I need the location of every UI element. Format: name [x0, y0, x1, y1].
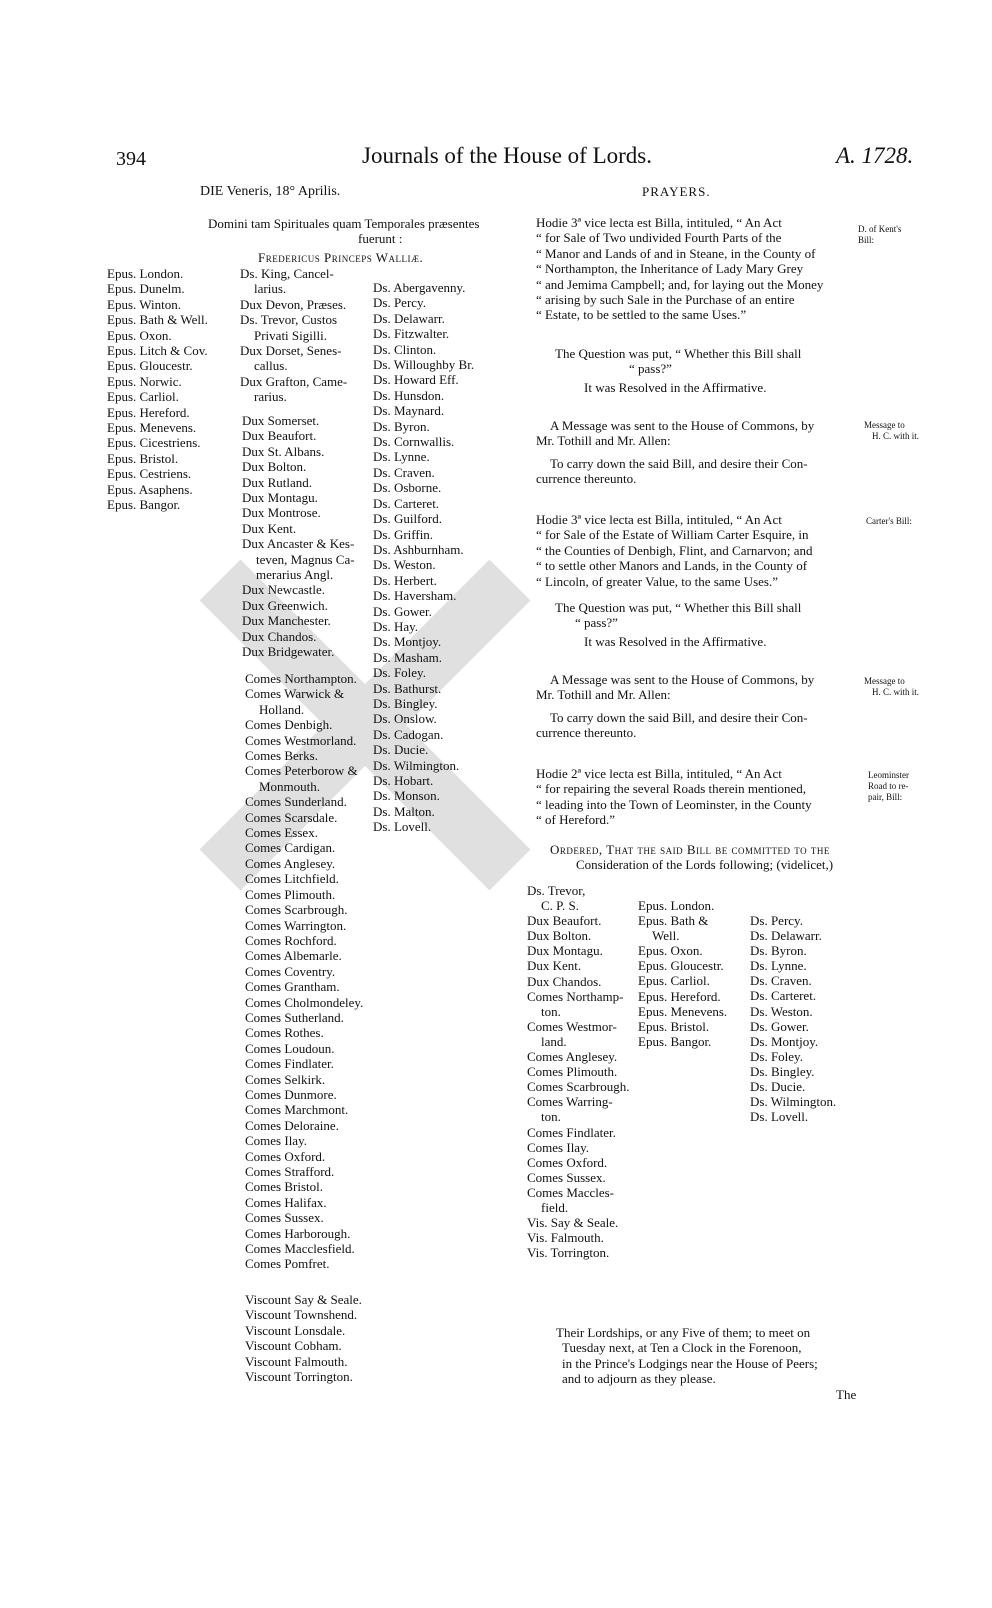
list-item: Epus. Cestriens. [107, 466, 192, 482]
list-item: Comes Scarbrough. [245, 902, 348, 918]
list-item: Comes Oxford. [245, 1148, 326, 1164]
list-item: Dux Bridgewater. [242, 644, 335, 660]
committee-col-1: Ds. Trevor, C. P. S. Dux Beaufort. Dux Bolton. Dux Montagu. Dux Kent. Dux Chandos. Comes Northamp- ton. Comes Westmor- land. Comes Anglesey. Comes Plimouth. Comes Scarbrough. Comes Warring- ton. Comes Findlater. Comes Ilay. Comes Oxford. Comes Sussex. Comes Maccles- field. Vis. Say & Seale. Vis. Falmouth. Vis. Torrington. [527, 883, 630, 1261]
bill-reading-carter: Hodie 3ª vice lecta est Billa, intituled, “ An Act “ for Sale of the Estate of William Carter Esquire, in “ the Counties of Denbigh, Flint, and Carnarvon; and “ to settle other Manors and Lands, in the County of “ Lincoln, of greater Value, to the same Uses.” [536, 512, 813, 589]
list-item: Dux Greenwich. [242, 597, 328, 613]
list-item: Epus. Menevens. [107, 420, 197, 436]
list-item: Comes Northampton. [245, 671, 357, 686]
page-year: A. 1728. [836, 143, 914, 168]
list-item: Ds. Onslow. [373, 711, 437, 727]
list-item: Dux Ancaster & Kes- [242, 536, 355, 552]
date-line: DIE Veneris, 18° Aprilis. [200, 184, 341, 199]
list-item: Privati Sigilli. [254, 327, 327, 343]
resolved-2: It was Resolved in the Affirmative. [584, 634, 767, 649]
resolved-1: It was Resolved in the Affirmative. [584, 380, 767, 395]
closing-paragraph: Their Lordships, or any Five of them; to meet on Tuesday next, at Ten a Clock in the Forenoon, in the Prince's Lodgings near the House of Peers; and to adjourn as they please. [556, 1325, 818, 1387]
list-item: Comes Scarsdale. [245, 809, 338, 825]
list-item: Comes Cholmondeley. [245, 994, 364, 1010]
list-item: Comes Warrington. [245, 917, 347, 933]
list-item: Ds. Weston. [373, 557, 436, 573]
list-item: Viscount Lonsdale. [245, 1322, 346, 1338]
list-item: Ds. Monson. [373, 788, 440, 804]
list-item: Comes Coventry. [245, 963, 336, 979]
list-item: Ds. Griffin. [373, 526, 434, 542]
list-item: Dux Kent. [242, 520, 297, 536]
list-item: Comes Halifax. [245, 1194, 327, 1210]
list-item: Ds. Carteret. [373, 495, 440, 511]
list-item: Comes Macclesfield. [245, 1241, 355, 1257]
list-item: Comes Grantham. [245, 979, 340, 995]
message-2: A Message was sent to the House of Commons, by Mr. Tothill and Mr. Allen: [536, 672, 815, 703]
list-item: Ds. Foley. [373, 665, 426, 681]
list-item: Comes Essex. [245, 825, 318, 841]
list-item: Comes Findlater. [245, 1056, 334, 1072]
list-item: Viscount Say & Seale. [245, 1292, 362, 1307]
message-1: A Message was sent to the House of Commons, by Mr. Tothill and Mr. Allen: [536, 418, 815, 449]
list-item: Comes Dunmore. [245, 1086, 337, 1102]
list-item: Ds. Guilford. [373, 511, 442, 527]
question-2: The Question was put, “ Whether this Bill shall “ pass?” [555, 600, 802, 631]
list-item: Comes Peterborow & [245, 763, 358, 779]
list-item: Holland. [259, 701, 305, 717]
list-item: Comes Sussex. [245, 1210, 324, 1226]
list-item: Ds. Wilmington. [373, 757, 460, 773]
list-item: Comes Deloraine. [245, 1117, 339, 1133]
list-item: Dux St. Albans. [242, 443, 325, 459]
dukes-list [242, 413, 355, 660]
margin-note-carter-bill: Carter's Bill: [866, 516, 912, 526]
list-item: Comes Harborough. [245, 1225, 351, 1241]
list-item: Epus. Litch & Cov. [107, 343, 208, 359]
domini-line-2: fuerunt : [358, 231, 403, 246]
list-item: Comes Bristol. [245, 1179, 324, 1195]
bill-reading-kent: Hodie 3ª vice lecta est Billa, intituled, “ An Act “ for Sale of Two undivided Fourth Parts of the “ Manor and Lands of and in Steane, in the County of “ Northampton, the Inheritance of Lady Mary Grey “ and Jemima Campbell; and, for laying out the Money “ arising by such Sale in the Purchase of an entire “ Estate, to be settled to the same Uses.” [536, 215, 824, 323]
list-item: Dux Somerset. [242, 413, 320, 428]
list-item: Comes Sutherland. [245, 1009, 344, 1025]
list-item: Viscount Torrington. [245, 1369, 353, 1385]
list-item: Monmouth. [259, 778, 321, 794]
list-item: Ds. Clinton. [373, 341, 437, 357]
list-item: Comes Sunderland. [245, 794, 347, 810]
list-item: Dux Rutland. [242, 474, 313, 490]
list-item: Epus. Winton. [107, 296, 181, 312]
carry-down-2: To carry down the said Bill, and desire their Con- currence thereunto. [536, 710, 808, 741]
list-item: Ds. Herbert. [373, 572, 437, 588]
list-item: Dux Newcastle. [242, 582, 326, 598]
list-item: Epus. Hereford. [107, 404, 190, 420]
question-1: The Question was put, “ Whether this Bill shall “ pass?” [555, 346, 802, 377]
margin-note-kent-bill: D. of Kent's Bill: [858, 224, 902, 245]
list-item: Ds. Hunsdon. [373, 387, 445, 403]
list-item: Comes Rothes. [245, 1025, 324, 1041]
list-item: Ds. Bathurst. [373, 680, 442, 696]
margin-note-message-1: Message to H. C. with it. [864, 420, 920, 441]
list-item: Ds. Maynard. [373, 403, 445, 419]
list-item: Dux Montagu. [242, 490, 318, 506]
list-item: Ds. Hobart. [373, 773, 434, 788]
earls-list [245, 671, 363, 1272]
list-item: Dux Bolton. [242, 459, 307, 475]
bishops-list [107, 266, 208, 513]
list-item: Ds. Delawarr. [373, 310, 445, 326]
list-item: Ds. Abergavenny. [373, 280, 466, 295]
margin-note-leominster-bill: Leominster Road to re- pair, Bill: [868, 770, 909, 802]
committee-col-2: Epus. London. Epus. Bath & Well. Epus. Oxon. Epus. Gloucestr. Epus. Carliol. Epus. Hereford. Epus. Menevens. Epus. Bristol. Epus. Bangor. [638, 898, 728, 1049]
list-item: Comes Cardigan. [245, 840, 336, 856]
list-item: Epus. Oxon. [107, 327, 172, 343]
list-item: Comes Strafford. [245, 1164, 335, 1179]
list-item: rarius. [254, 389, 287, 405]
prince-line: Fredericus Princeps Walliæ. [258, 250, 424, 265]
list-item: Epus. Bath & Well. [107, 312, 208, 328]
prayers-heading: PRAYERS. [642, 184, 711, 199]
catchword: The [836, 1387, 857, 1402]
list-item: Epus. Cicestriens. [107, 435, 201, 451]
bill-reading-leominster: Hodie 2ª vice lecta est Billa, intituled, “ An Act “ for repairing the several Roads therein mentioned, “ leading into the Town of Leominster, in the County “ of Hereford.” [536, 766, 812, 828]
carry-down-1: To carry down the said Bill, and desire their Con- currence thereunto. [536, 456, 808, 487]
list-item: Epus. Norwic. [107, 373, 182, 389]
list-item: Comes Rochford. [245, 932, 337, 948]
list-item: Epus. Dunelm. [107, 281, 185, 297]
list-item: Ds. Hay. [373, 618, 419, 634]
list-item: Comes Warwick & [245, 686, 345, 702]
list-item: Dux Devon, Præses. [240, 296, 347, 312]
list-item: Comes Berks. [245, 748, 318, 764]
list-item: Ds. Ducie. [373, 742, 429, 758]
list-item: Epus. London. [107, 266, 184, 281]
list-item: Ds. Trevor, Custos [240, 312, 338, 328]
list-item: Viscount Townshend. [245, 1307, 358, 1323]
list-item: Ds. King, Cancel- [240, 266, 334, 281]
list-item: Dux Chandos. [242, 628, 317, 644]
list-item: Epus. Gloucestr. [107, 358, 193, 374]
list-item: Ds. Howard Eff. [373, 372, 459, 388]
list-item: Comes Loudoun. [245, 1040, 335, 1056]
list-item: Comes Selkirk. [245, 1071, 326, 1087]
list-item: Dux Beaufort. [242, 428, 317, 444]
list-item: Epus. Bangor. [107, 497, 181, 513]
list-item: Dux Dorset, Senes- [240, 343, 342, 359]
page-number: 394 [116, 148, 146, 170]
list-item: Ds. Haversham. [373, 588, 457, 604]
list-item: Comes Albemarle. [245, 948, 342, 964]
list-item: Dux Manchester. [242, 613, 331, 629]
list-item: Ds. Montjoy. [373, 634, 442, 650]
list-item: Ds. Ashburnham. [373, 541, 464, 557]
list-item: Ds. Fitzwalter. [373, 326, 450, 342]
officers-list [240, 266, 347, 405]
domini-line-1: Domini tam Spirituales quam Temporales præsentes [208, 216, 480, 231]
list-item: Viscount Cobham. [245, 1338, 342, 1354]
list-item: Comes Anglesey. [245, 855, 336, 871]
committee-col-3: Ds. Percy. Ds. Delawarr. Ds. Byron. Ds. Lynne. Ds. Craven. Ds. Carteret. Ds. Weston. Ds. Gower. Ds. Montjoy. Ds. Foley. Ds. Bingley. Ds. Ducie. Ds. Wilmington. Ds. Lovell. [750, 913, 837, 1125]
list-item: Epus. Asaphens. [107, 481, 193, 497]
list-item: Comes Marchmont. [245, 1102, 349, 1118]
list-item: Ds. Willoughby Br. [373, 357, 475, 373]
list-item: merarius Angl. [256, 567, 334, 583]
list-item: teven, Magnus Ca- [256, 551, 355, 567]
list-item: Comes Westmorland. [245, 732, 357, 748]
barons-list [373, 280, 474, 835]
viscounts-list [245, 1292, 362, 1384]
list-item: Dux Montrose. [242, 505, 321, 521]
list-item: Ds. Bingley. [373, 695, 438, 711]
list-item: Epus. Bristol. [107, 450, 179, 466]
list-item: Ds. Osborne. [373, 480, 442, 496]
list-item: Ds. Gower. [373, 603, 432, 619]
list-item: Comes Denbigh. [245, 717, 333, 733]
list-item: Epus. Carliol. [107, 389, 179, 405]
list-item: Dux Grafton, Came- [240, 373, 348, 389]
list-item: Ds. Percy. [373, 295, 426, 311]
margin-note-message-2: Message to H. C. with it. [864, 676, 920, 697]
list-item: Ds. Lynne. [373, 449, 430, 465]
ordered-committal: Ordered, That the said Bill be committed to the Consideration of the Lords following; (videlicet,) [550, 842, 834, 873]
list-item: Ds. Masham. [373, 649, 442, 665]
list-item: Ds. Craven. [373, 464, 435, 480]
list-item: Comes Pomfret. [245, 1256, 330, 1272]
list-item: Comes Litchfield. [245, 871, 339, 887]
list-item: Ds. Malton. [373, 803, 435, 819]
list-item: Comes Plimouth. [245, 886, 336, 902]
list-item: Ds. Cadogan. [373, 726, 444, 742]
list-item: Viscount Falmouth. [245, 1353, 348, 1369]
list-item: Ds. Cornwallis. [373, 434, 455, 450]
page-title: Journals of the House of Lords. [362, 143, 653, 168]
list-item: Comes Ilay. [245, 1133, 307, 1149]
list-item: larius. [254, 281, 287, 297]
list-item: callus. [254, 358, 288, 374]
list-item: Ds. Lovell. [373, 819, 432, 835]
list-item: Ds. Byron. [373, 418, 430, 434]
